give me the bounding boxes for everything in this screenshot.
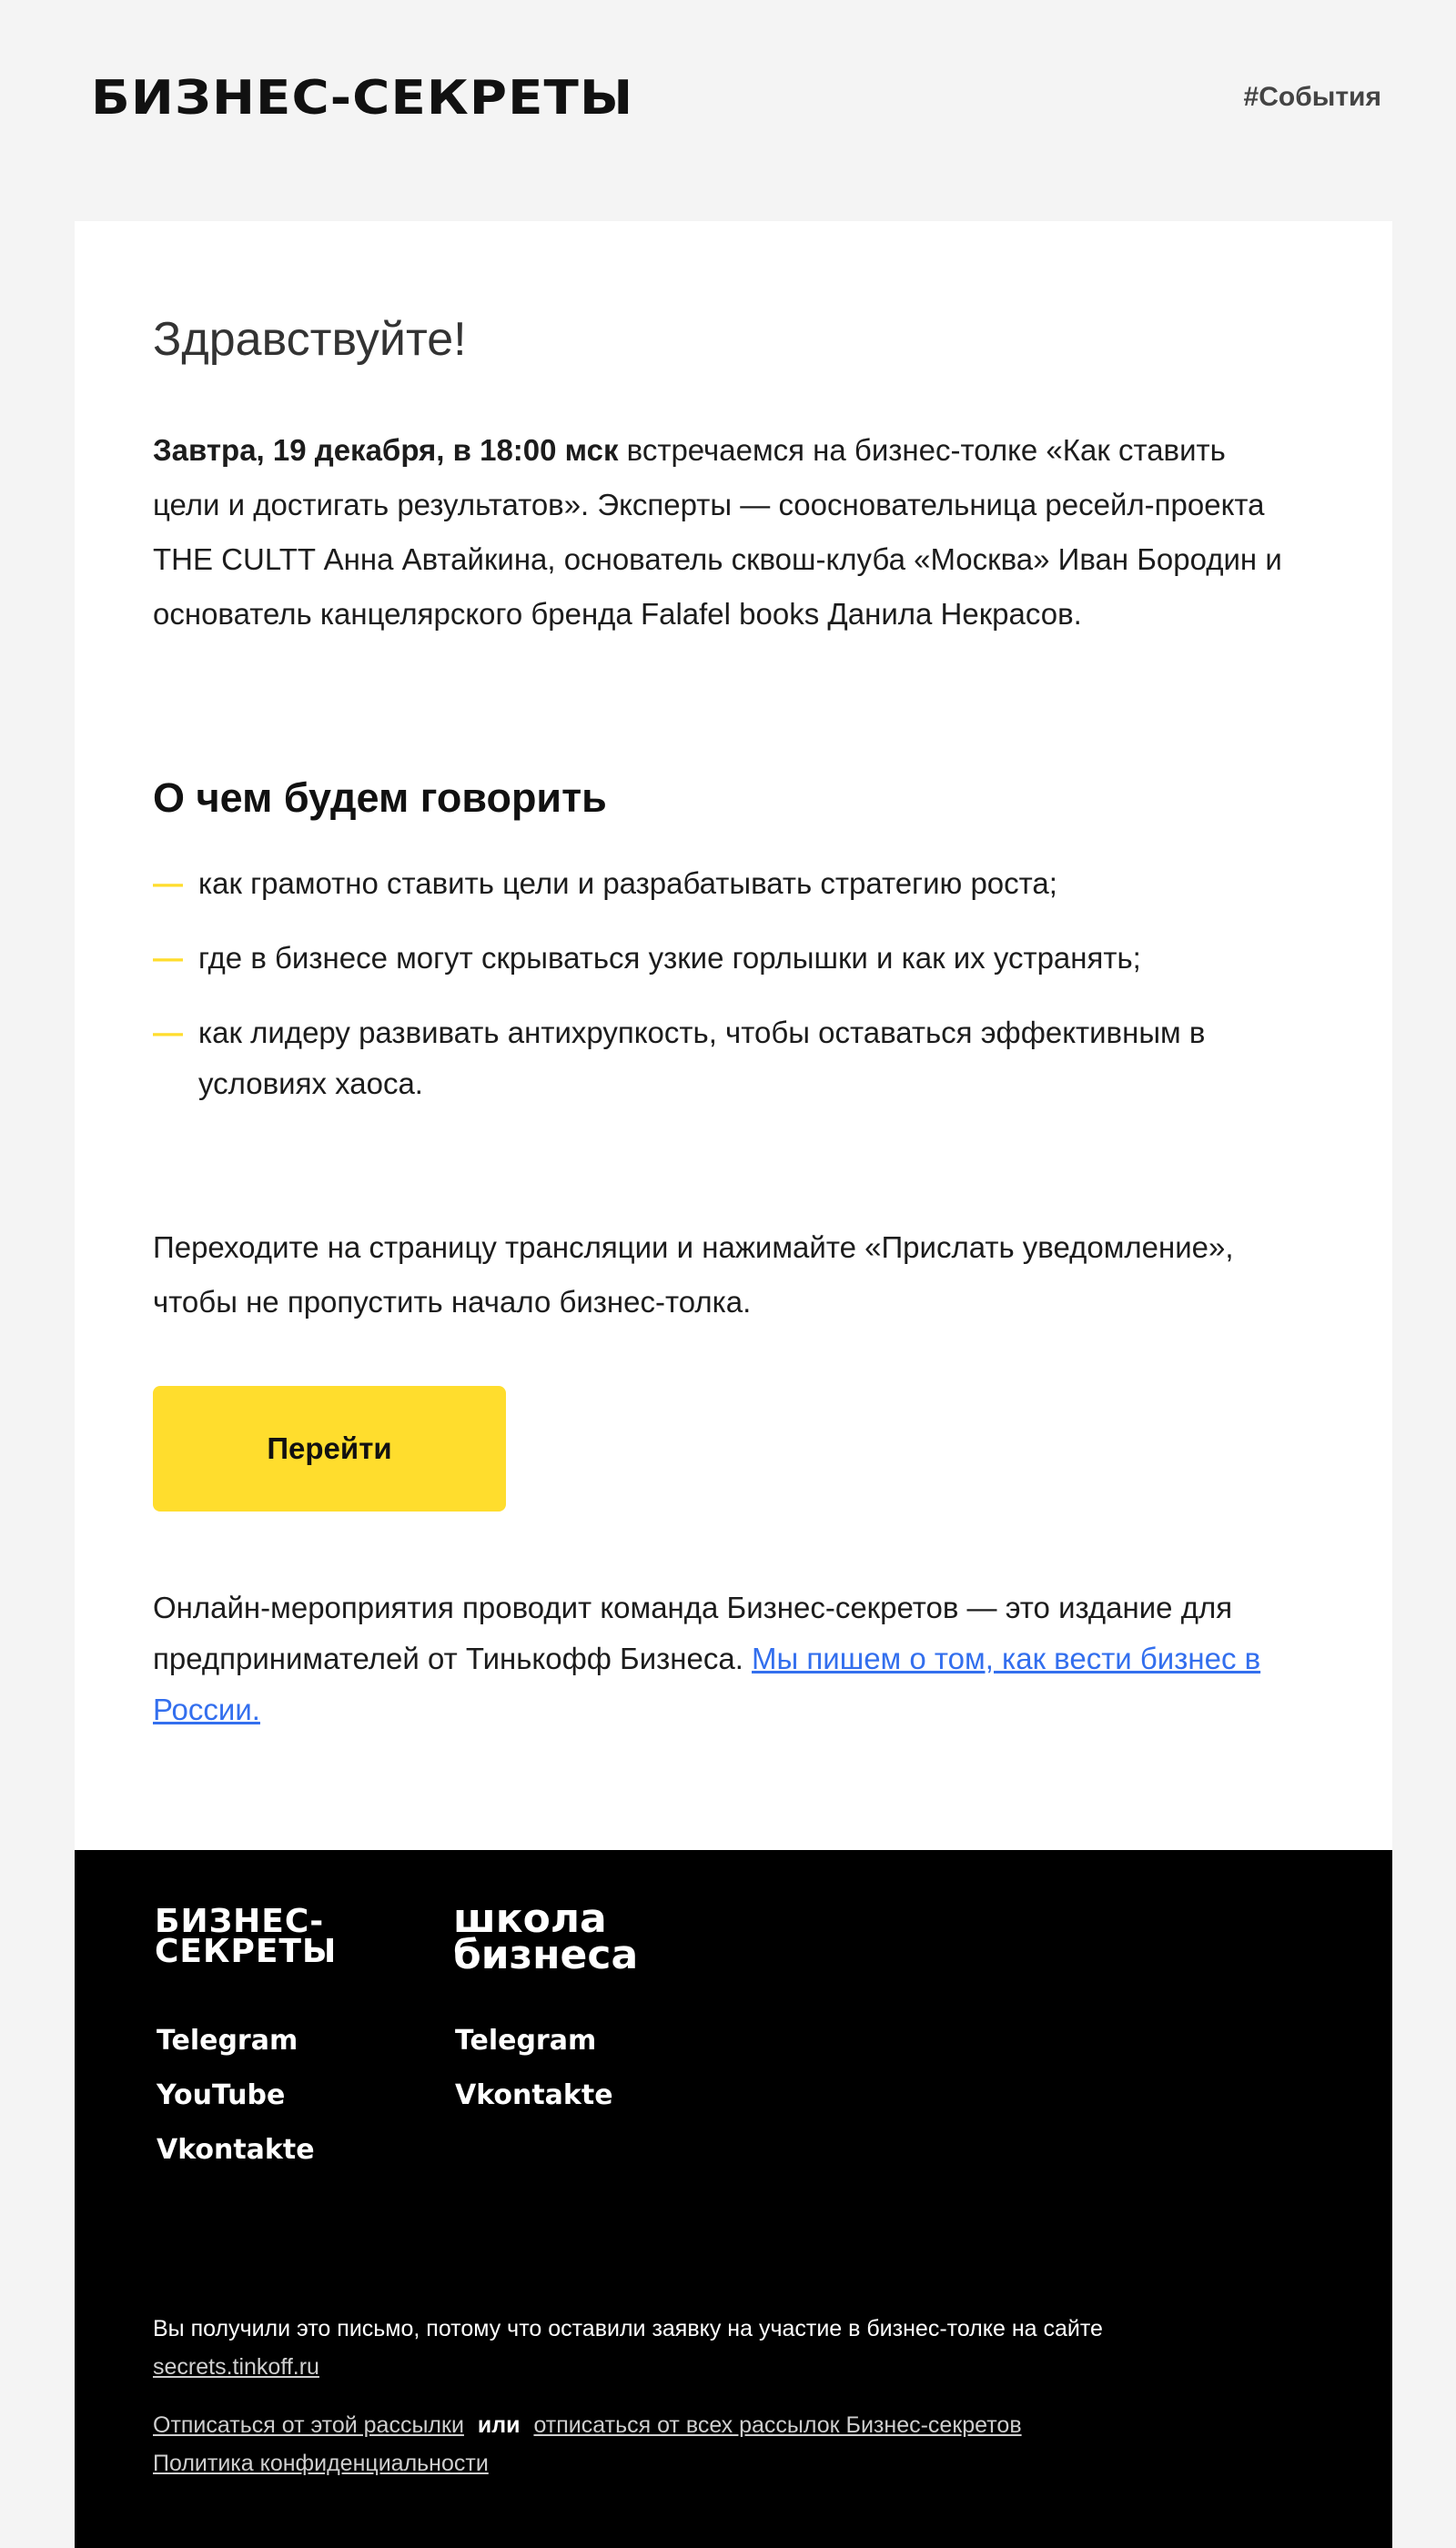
legal-row-1 (153, 2310, 1336, 2386)
footer-logo-secrets-line2: СЕКРЕТЫ (155, 1933, 338, 1971)
bullet-dash-icon: — (153, 941, 183, 975)
footer-logo-school[interactable] (453, 1896, 639, 1979)
go-button[interactable]: Перейти (153, 1386, 506, 1512)
list-item-text: как грамотно ставить цели и разрабатывать стратегию роста; (198, 866, 1057, 900)
school-social-links (455, 2014, 613, 2123)
list-item (157, 2014, 315, 2068)
footer-logo-secrets[interactable] (155, 1903, 338, 1971)
about-paragraph (153, 1582, 1309, 1735)
topics-list (153, 858, 1336, 1133)
secrets-telegram-link[interactable]: Telegram (157, 2025, 298, 2057)
legal-row-2 (153, 2406, 1336, 2482)
list-item (157, 2068, 315, 2123)
events-tag[interactable]: #События (1243, 82, 1381, 112)
intro-date: Завтра, 19 декабря, в 18:00 мск (153, 433, 619, 467)
privacy-policy-link[interactable]: Политика конфиденциальности (153, 2451, 489, 2476)
list-item (455, 2068, 613, 2123)
unsubscribe-all-link[interactable]: отписаться от всех рассылок Бизнес-секретов (533, 2412, 1022, 2438)
cta-text: Переходите на страницу трансляции и нажимайте «Прислать уведомление», чтобы не пропустить начало бизнес-толка. (153, 1230, 1234, 1319)
bullet-dash-icon: — (153, 866, 183, 900)
list-item-text: как лидеру развивать антихрупкость, чтобы оставаться эффективным в условиях хаоса. (198, 1016, 1206, 1100)
list-item (455, 2014, 613, 2068)
secrets-youtube-link[interactable]: YouTube (157, 2079, 286, 2111)
legal-text: Вы получили это письмо, потому что оставили заявку на участие в бизнес-толке на сайте (153, 2316, 1103, 2341)
list-item (153, 1007, 1336, 1109)
footer-logo-school-line1: школа (453, 1896, 607, 1942)
greeting: Здравствуйте! (153, 313, 467, 366)
school-telegram-link[interactable]: Telegram (455, 2025, 597, 2057)
legal-notice (153, 2310, 1336, 2482)
list-item (157, 2123, 315, 2178)
site-link[interactable]: secrets.tinkoff.ru (153, 2354, 319, 2380)
top-bar (0, 0, 1456, 218)
about-text: Онлайн-мероприятия проводит команда Бизнес-секретов — это издание для предпринимателей от Тинькофф Бизнеса. (153, 1591, 1233, 1675)
list-item (153, 858, 1336, 909)
list-item (153, 933, 1336, 984)
secrets-vkontakte-link[interactable]: Vkontakte (157, 2134, 315, 2166)
intro-paragraph (153, 423, 1290, 642)
unsubscribe-this-link[interactable]: Отписаться от этой рассылки (153, 2412, 464, 2438)
intro-text: встречаемся на бизнес-толке «Как ставить цели и достигать результатов». Эксперты — соосновательница ресейл-проекта THE CULTT Анна Автайкина, основатель сквош-клуба «Москва» Иван Бородин и основатель канцелярского бренда Falafel books Данила Некрасов. (153, 433, 1282, 631)
about-link[interactable]: Мы пишем о том, как вести бизнес в России. (153, 1642, 1261, 1726)
footer-logo-secrets-line1: БИЗНЕС- (155, 1903, 325, 1940)
secrets-social-links (157, 2014, 315, 2178)
section-title: О чем будем говорить (153, 774, 607, 821)
bullet-dash-icon: — (153, 1016, 183, 1049)
or-separator: или (477, 2412, 521, 2438)
footer-logo-school-line2: бизнеса (453, 1932, 639, 1979)
school-vkontakte-link[interactable]: Vkontakte (455, 2079, 613, 2111)
list-item-text: где в бизнесе могут скрываться узкие горлышки и как их устранять; (198, 941, 1141, 975)
brand-logo[interactable]: БИЗНЕС-СЕКРЕТЫ (91, 71, 634, 126)
footer (75, 1850, 1392, 2548)
email-card (75, 221, 1392, 1850)
